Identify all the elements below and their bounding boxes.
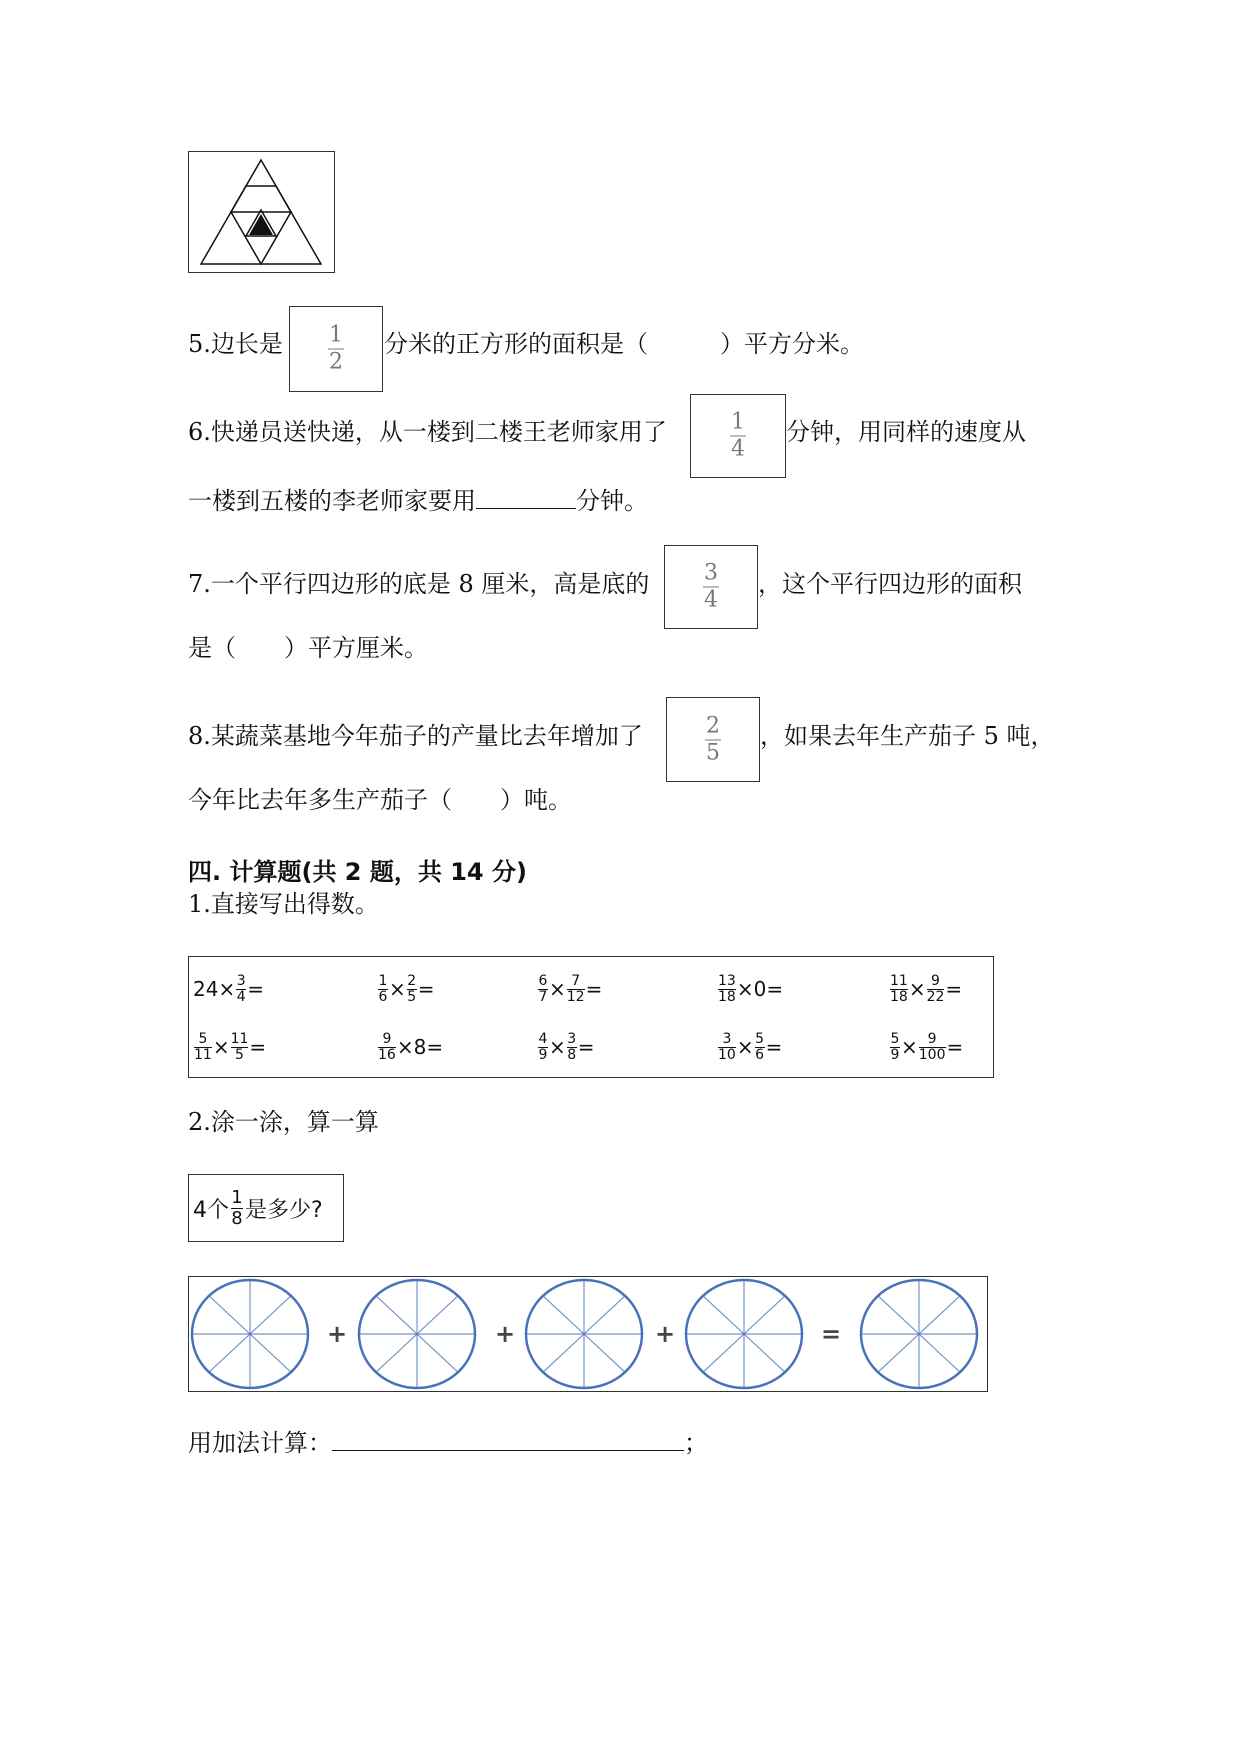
calc-expression bbox=[193, 967, 264, 1011]
fraction-b-numerator: 2 bbox=[407, 972, 417, 989]
fraction-a-denominator: 7 bbox=[538, 988, 548, 1005]
times-sign: × bbox=[218, 977, 236, 1001]
fraction-a-numerator: 9 bbox=[382, 1030, 392, 1047]
fraction-a-numerator: 4 bbox=[538, 1030, 548, 1047]
fraction-b bbox=[567, 1032, 577, 1063]
calc2-question-denominator: 8 bbox=[231, 1207, 243, 1229]
times-sign: × bbox=[212, 1035, 230, 1059]
calc-expression bbox=[717, 967, 783, 1011]
q8-text-before: 8.某蔬菜基地今年茄子的产量比去年增加了 bbox=[188, 722, 643, 750]
equals-sign: = bbox=[946, 1035, 964, 1059]
fraction-a bbox=[718, 974, 736, 1005]
fraction-b bbox=[236, 974, 246, 1005]
fraction-a-denominator: 9 bbox=[538, 1046, 548, 1063]
fraction-b-denominator: 5 bbox=[407, 988, 417, 1005]
times-sign: × bbox=[736, 977, 754, 1001]
equals-sign: = bbox=[249, 1035, 267, 1059]
q8-numerator: 2 bbox=[706, 713, 720, 738]
circle-eighths[interactable] bbox=[359, 1280, 475, 1388]
q7-denominator: 4 bbox=[704, 587, 718, 613]
fraction-b bbox=[927, 974, 945, 1005]
fraction-b bbox=[231, 1032, 249, 1063]
calc-expression bbox=[889, 967, 962, 1011]
times-sign: × bbox=[908, 977, 926, 1001]
q6-line2-after: 分钟。 bbox=[576, 487, 648, 515]
equals-sign: = bbox=[765, 1035, 783, 1059]
fraction-a-numerator: 1 bbox=[378, 972, 388, 989]
calc2-question-box bbox=[188, 1174, 344, 1242]
circle-diagram-svg bbox=[189, 1277, 987, 1391]
q7-numerator: 3 bbox=[704, 560, 718, 586]
fraction-b-numerator: 3 bbox=[567, 1030, 577, 1047]
triangle-figure-svg bbox=[189, 152, 334, 272]
fraction-b-numerator: 7 bbox=[571, 972, 581, 989]
fraction-b bbox=[407, 974, 417, 1005]
q6-answer-blank[interactable] bbox=[476, 482, 576, 509]
circle-diagram bbox=[188, 1276, 988, 1392]
calc1-title: 1.直接写出得数。 bbox=[188, 890, 379, 918]
fraction-a-numerator: 5 bbox=[890, 1030, 900, 1047]
equals-sign: = bbox=[247, 977, 264, 1001]
circle-eighths[interactable] bbox=[526, 1280, 642, 1388]
q6-fraction-box bbox=[690, 394, 786, 478]
q6-denominator: 4 bbox=[731, 436, 745, 462]
fraction-b bbox=[919, 1032, 946, 1063]
fraction-b-denominator: 100 bbox=[918, 1046, 946, 1063]
fraction-b bbox=[567, 974, 585, 1005]
calc2-title: 2.涂一涂，算一算 bbox=[188, 1108, 379, 1136]
calc-grid bbox=[188, 956, 994, 1078]
fraction-a-numerator: 3 bbox=[722, 1030, 732, 1047]
fraction-a-numerator: 6 bbox=[538, 972, 548, 989]
calc-expression bbox=[537, 967, 602, 1011]
calc-expression bbox=[193, 1025, 266, 1069]
fraction-b-denominator: 6 bbox=[755, 1046, 765, 1063]
fraction-b-denominator: 5 bbox=[235, 1046, 244, 1063]
circle-eighths[interactable] bbox=[861, 1280, 977, 1388]
equals-sign: = bbox=[766, 977, 784, 1001]
operand-a: 24 bbox=[193, 977, 219, 1001]
fraction-a bbox=[194, 1032, 212, 1063]
calc-expression bbox=[537, 1025, 595, 1069]
calc2-question-numerator: 1 bbox=[231, 1186, 243, 1208]
fraction-a bbox=[378, 974, 388, 1005]
q6-text-after: 分钟，用同样的速度从 bbox=[786, 418, 1026, 446]
q8-line2: 今年比去年多生产茄子（ ）吨。 bbox=[188, 786, 572, 814]
q7-fraction-box bbox=[664, 545, 758, 629]
calc2-answer-label: 用加法计算： bbox=[188, 1429, 332, 1457]
q8-text-after: ，如果去年生产茄子 5 吨， bbox=[760, 722, 1055, 750]
times-sign: × bbox=[549, 1035, 566, 1059]
q8-fraction-box bbox=[666, 697, 760, 782]
fraction-a bbox=[538, 1032, 548, 1063]
plus-sign: + bbox=[654, 1320, 676, 1348]
fraction-a-denominator: 11 bbox=[194, 1046, 212, 1063]
q7-text-before: 7.一个平行四边形的底是 8 厘米，高是底的 bbox=[188, 570, 650, 598]
times-sign: × bbox=[736, 1035, 754, 1059]
q6-numerator: 1 bbox=[731, 409, 745, 435]
fraction-a-denominator: 16 bbox=[378, 1046, 396, 1063]
calc2-question-post: 是多少? bbox=[245, 1197, 323, 1223]
equals-sign: = bbox=[426, 1035, 444, 1059]
calc-expression bbox=[889, 1025, 963, 1069]
times-sign: × bbox=[389, 977, 406, 1001]
fraction-a-numerator: 5 bbox=[198, 1030, 208, 1047]
fraction-b-numerator: 11 bbox=[230, 1030, 249, 1047]
fraction-a-denominator: 9 bbox=[890, 1046, 900, 1063]
fraction-b-denominator: 8 bbox=[567, 1046, 577, 1063]
q8-denominator: 5 bbox=[706, 740, 720, 765]
section-4-heading: 四. 计算题(共 2 题，共 14 分) bbox=[188, 858, 527, 886]
fraction-b-numerator: 5 bbox=[755, 1030, 765, 1047]
q6-text-before: 6.快递员送快递，从一楼到二楼王老师家用了 bbox=[188, 418, 667, 446]
q5-numerator: 1 bbox=[329, 322, 343, 348]
fraction-b bbox=[755, 1032, 765, 1063]
equals-sign: = bbox=[820, 1320, 842, 1348]
plus-sign: + bbox=[494, 1320, 516, 1348]
times-sign: × bbox=[901, 1035, 918, 1059]
fraction-b-denominator: 12 bbox=[566, 988, 585, 1005]
operand-b: 8 bbox=[413, 1035, 427, 1059]
fraction-a-denominator: 6 bbox=[378, 988, 388, 1005]
equals-sign: = bbox=[577, 1035, 595, 1059]
equals-sign: = bbox=[585, 977, 603, 1001]
circle-eighths[interactable] bbox=[192, 1280, 308, 1388]
fraction-a-denominator: 18 bbox=[718, 988, 736, 1005]
q5-text-after: 分米的正方形的面积是（ ）平方分米。 bbox=[384, 330, 864, 358]
q5-denominator: 2 bbox=[329, 349, 343, 375]
operand-b: 0 bbox=[753, 977, 767, 1001]
fraction-b-numerator: 9 bbox=[927, 1030, 937, 1047]
fraction-a-numerator: 13 bbox=[718, 972, 736, 989]
times-sign: × bbox=[549, 977, 566, 1001]
calc2-question-pre: 4个 bbox=[193, 1197, 229, 1223]
fraction-a bbox=[378, 1032, 396, 1063]
calc-expression bbox=[377, 967, 435, 1011]
fraction-a bbox=[718, 1032, 736, 1063]
calc-expression bbox=[717, 1025, 782, 1069]
fraction-b-denominator: 22 bbox=[926, 988, 945, 1005]
calc-expression bbox=[377, 1025, 443, 1069]
fraction-a-denominator: 10 bbox=[718, 1046, 736, 1063]
plus-sign: + bbox=[326, 1320, 348, 1348]
fraction-a-denominator: 18 bbox=[890, 988, 908, 1005]
calc2-answer-end: ； bbox=[684, 1429, 708, 1457]
fraction-b-denominator: 4 bbox=[236, 988, 246, 1005]
fraction-a-numerator: 11 bbox=[890, 972, 908, 989]
q7-text-after: ，这个平行四边形的面积 bbox=[758, 570, 1022, 598]
calc2-answer-blank[interactable] bbox=[332, 1424, 684, 1451]
q6-line2-before: 一楼到五楼的李老师家要用 bbox=[188, 487, 476, 515]
equals-sign: = bbox=[417, 977, 435, 1001]
calc2-answer-row bbox=[188, 1424, 708, 1459]
q7-line2: 是（ ）平方厘米。 bbox=[188, 634, 428, 662]
triangle-figure bbox=[188, 151, 335, 273]
q5-text-before: 5.边长是 bbox=[188, 330, 283, 358]
circle-eighths[interactable] bbox=[686, 1280, 802, 1388]
q6-line2 bbox=[188, 482, 648, 517]
fraction-b-numerator: 3 bbox=[236, 972, 246, 989]
fraction-a bbox=[890, 974, 908, 1005]
fraction-b-numerator: 9 bbox=[931, 972, 940, 989]
times-sign: × bbox=[396, 1035, 414, 1059]
fraction-a bbox=[538, 974, 548, 1005]
q5-fraction-box bbox=[289, 306, 383, 392]
fraction-a bbox=[890, 1032, 900, 1063]
equals-sign: = bbox=[945, 977, 963, 1001]
